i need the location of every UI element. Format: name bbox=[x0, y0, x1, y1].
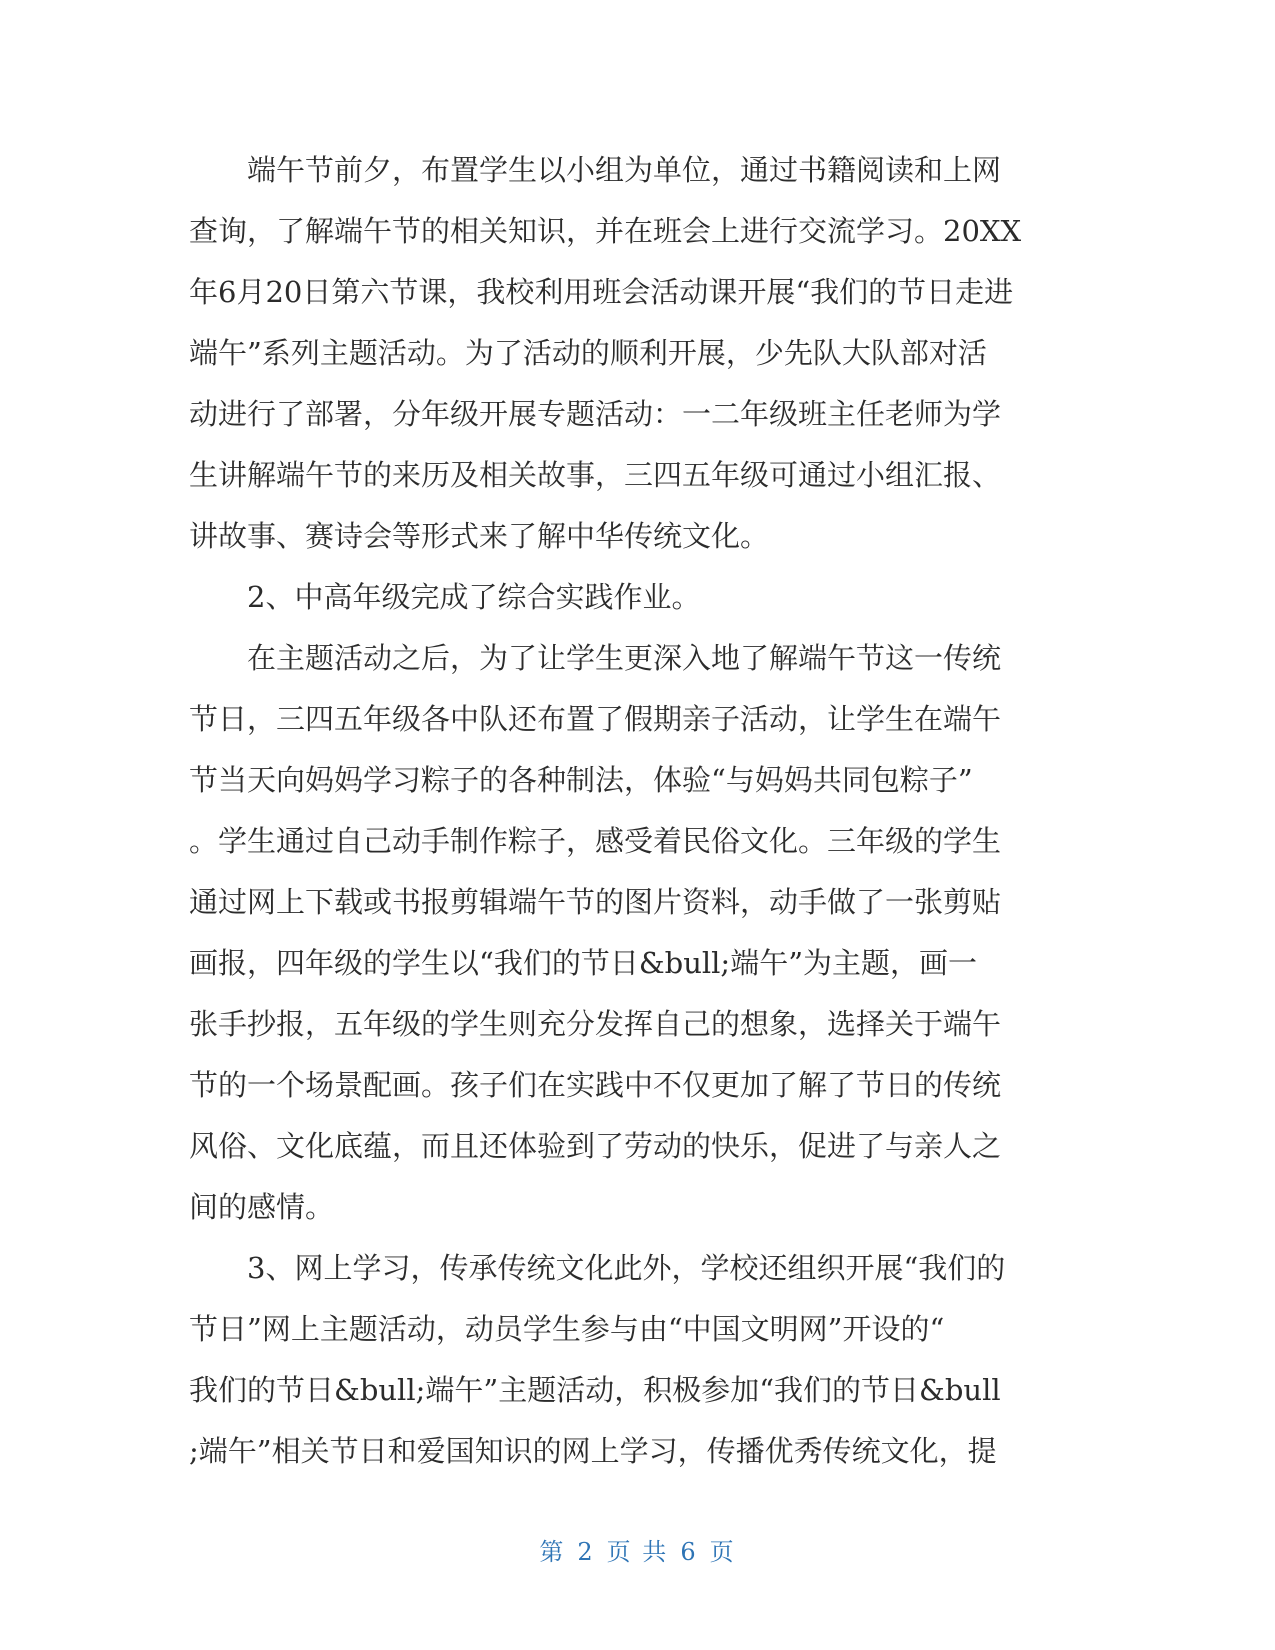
total-page-count: 6 bbox=[680, 1538, 698, 1566]
text-line: 查询，了解端午节的相关知识，并在班会上进行交流学习。20XX bbox=[189, 214, 1022, 248]
text-line: 节当天向妈妈学习粽子的各种制法，体验“与妈妈共同包粽子” bbox=[189, 763, 973, 797]
text-line: 节的一个场景配画。孩子们在实践中不仅更加了解了节日的传统 bbox=[189, 1068, 1002, 1102]
current-page-number: 2 bbox=[577, 1538, 595, 1566]
text-line: 在主题活动之后，为了让学生更深入地了解端午节这一传统 bbox=[247, 641, 1002, 675]
footer-middle: 页 共 bbox=[606, 1538, 669, 1566]
text-line: 动进行了部署，分年级开展专题活动：一二年级班主任老师为学 bbox=[189, 397, 1002, 431]
text-line: 端午”系列主题活动。为了活动的顺利开展，少先队大队部对活 bbox=[189, 336, 987, 370]
text-line: 通过网上下载或书报剪辑端午节的图片资料，动手做了一张剪贴 bbox=[189, 885, 1002, 919]
footer-prefix: 第 bbox=[539, 1538, 566, 1566]
section-heading: 3、网上学习，传承传统文化此外，学校还组织开展“我们的 bbox=[247, 1251, 1006, 1285]
text-line: 节日”网上主题活动，动员学生参与由“中国文明网”开设的“ bbox=[189, 1312, 945, 1346]
document-body bbox=[189, 140, 1089, 1482]
text-line: 画报，四年级的学生以“我们的节日&bull;端午”为主题，画一 bbox=[189, 946, 978, 980]
text-line: 张手抄报，五年级的学生则充分发挥自己的想象，选择关于端午 bbox=[189, 1007, 1002, 1041]
text-line: ;端午”相关节日和爱国知识的网上学习，传播优秀传统文化，提 bbox=[189, 1434, 997, 1468]
text-line: 节日，三四五年级各中队还布置了假期亲子活动，让学生在端午 bbox=[189, 702, 1002, 736]
page-number-footer bbox=[0, 1532, 1275, 1567]
footer-suffix: 页 bbox=[709, 1538, 736, 1566]
text-line: 风俗、文化底蕴，而且还体验到了劳动的快乐，促进了与亲人之 bbox=[189, 1129, 1002, 1163]
text-line: 我们的节日&bull;端午”主题活动，积极参加“我们的节日&bull bbox=[189, 1373, 1001, 1407]
text-line: 讲故事、赛诗会等形式来了解中华传统文化。 bbox=[189, 519, 770, 553]
text-line: 。学生通过自己动手制作粽子，感受着民俗文化。三年级的学生 bbox=[189, 824, 1002, 858]
text-line: 间的感情。 bbox=[189, 1190, 335, 1224]
text-line: 年6月20日第六节课，我校利用班会活动课开展“我们的节日走进 bbox=[189, 275, 1014, 309]
section-heading: 2、中高年级完成了综合实践作业。 bbox=[247, 580, 701, 614]
text-line: 生讲解端午节的来历及相关故事，三四五年级可通过小组汇报、 bbox=[189, 458, 1002, 492]
text-line: 端午节前夕，布置学生以小组为单位，通过书籍阅读和上网 bbox=[247, 153, 1002, 187]
